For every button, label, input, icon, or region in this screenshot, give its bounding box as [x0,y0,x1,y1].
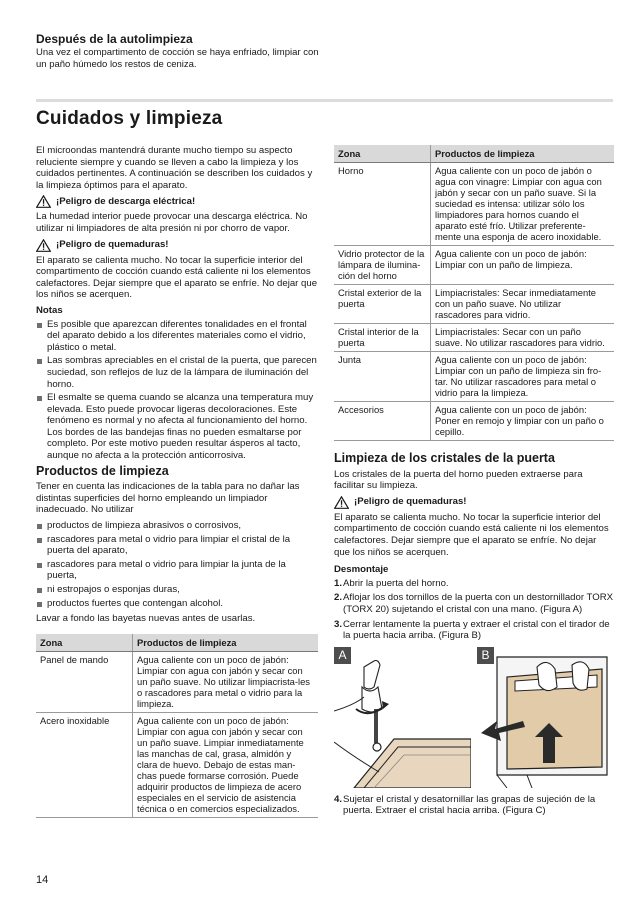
cleaning-table-left [36,634,318,818]
list-item [334,619,614,642]
products-list [36,520,318,609]
step-text: Sujetar el cristal y desatornillar las grapas de sujeción de la puerta. Extraer el cristal hacia arriba. (Figura C) [343,793,596,817]
after-clean-heading: Después de la autolimpieza [36,32,193,46]
table-row [36,651,318,712]
door-screw-illustration [334,647,471,788]
list-item [334,578,614,590]
step-text: Abrir la puerta del horno. [343,577,449,589]
list-item: El esmalte se quema cuando se alcanza una temperatura muy elevada. Esto puede provocar ligeras decoloraciones. Este fenómeno es normal y no afecta al funcionamiento del horno. Los bordes de las bandejas finas no pueden esmaltarse por completo. Por este motivo pueden resultar ásperos al tacto, aunque no afecta a la protección anticorrosiva. [36,392,318,462]
zone-cell: Accesorios [334,402,431,441]
step-number: 3. [334,618,343,630]
section-divider [36,99,613,102]
door-burn-warning-text: El aparato se calienta mucho. No tocar la superficie interior del compartimento de cocción cuando está caliente ni los elementos calefactores. Dejar siempre que el aparato se enfríe. No dejar que los niños se acerquen. [334,511,609,558]
products-cell: Limpiacristales: Secar inmediatamente con un paño suave. No utilizar rascadores para vidrio. [431,285,615,324]
products-cell: Agua caliente con un poco de jabón: Limpiar con un paño de limpieza. [431,246,615,285]
list-item: Es posible que aparezcan diferentes tonalidades en el frontal del aparato debido a los diferentes materiales como el vidrio, plástico o metal. [36,319,318,354]
table-row [334,163,614,246]
products-cell: Agua caliente con un poco de jabón: Limpiar con agua con jabón y secar con un paño suave. Limpiar inmediatamente las manchas de cal, grasa, almidón y clara de huevo. Debajo de estas man-chas puede formarse corrosión. Puede adquirir productos de limpieza de acero especiales en el servicio de asistencia técnica o en comercios especializados. [133,712,319,817]
notes-title: Notas [36,304,63,316]
zone-cell: Junta [334,352,431,402]
burn-warning-title: ¡Peligro de quemaduras! [56,239,169,251]
products-header: Productos de limpieza [133,634,319,652]
step-number: 4. [334,793,343,805]
right-column [334,145,614,820]
zone-cell: Cristal exterior de la puerta [334,285,431,324]
figure-b [477,647,614,788]
door-burn-warning [334,496,614,509]
cleaning-table-right [334,145,614,441]
list-item: rascadores para metal o vidrio para limpiar la junta de la puerta, [36,559,318,582]
table-row [36,712,318,817]
dismount-title: Desmontaje [334,564,389,576]
after-clean-text: Una vez el compartimento de cocción se haya enfriado, limpiar con un paño húmedo los restos de ceniza. [36,47,319,70]
products-intro: Tener en cuenta las indicaciones de la tabla para no dañar las distintas superficies del horno empleando un limpiador inadecuado. No utilizar [36,481,300,516]
list-item: rascadores para metal o vidrio para limpiar el cristal de la puerta del aparato, [36,534,318,557]
figure-a-label: A [334,647,351,664]
list-item: productos fuertes que contengan alcohol. [36,598,318,610]
zone-header: Zona [334,145,431,163]
figures [334,647,614,788]
warning-icon [36,239,51,252]
electric-warning-text: La humedad interior puede provocar una descarga eléctrica. No utilizar ni limpiadores de alta presión ni por chorro de vapor. [36,211,308,234]
left-column [36,145,318,818]
door-glass-illustration [477,647,614,788]
warning-icon [36,195,51,208]
door-burn-warning-title: ¡Peligro de quemaduras! [354,496,467,508]
products-cell: Agua caliente con un poco de jabón: Poner en remojo y limpiar con un paño o cepillo. [431,402,615,441]
care-heading: Cuidados y limpieza [36,108,223,129]
list-item [334,794,614,817]
step-number: 1. [334,577,343,589]
table-row [334,352,614,402]
page-number: 14 [36,874,49,886]
step-text: Cerrar lentamente la puerta y extraer el cristal con el tirador de la puerta hacia arriba. (Figura B) [343,618,610,642]
table-row [334,285,614,324]
zone-cell: Horno [334,163,431,246]
zone-cell: Acero inoxidable [36,712,133,817]
list-item: Las sombras apreciables en el cristal de la puerta, que parecen suciedad, son reflejos de luz de la lámpara de iluminación del horno. [36,355,318,390]
products-header: Productos de limpieza [431,145,615,163]
table-header-row [334,145,614,163]
table-row [334,246,614,285]
table-row [334,324,614,352]
zone-cell: Vidrio protector de la lámpara de ilumina-ción del horno [334,246,431,285]
figure-b-label: B [477,647,494,664]
list-item: productos de limpieza abrasivos o corrosivos, [36,520,318,532]
products-heading: Productos de limpieza [36,463,169,478]
figure-a [334,647,471,788]
zone-cell: Panel de mando [36,651,133,712]
products-cell: Agua caliente con un poco de jabón o agua con vinagre: Limpiar con agua con jabón y secar con un paño suave. Si la suciedad es intensa: utilizar sólo los limpiadores para hornos cuando el aparato esté frío. Utilizar preferente-mente una esponja de acero inoxidable. [431,163,615,246]
electric-warning [36,195,318,208]
zone-header: Zona [36,634,133,652]
table-row [334,402,614,441]
products-cell: Agua caliente con un poco de jabón: Limpiar con agua con jabón y secar con un paño suave. No utilizar limpiacrista-les o rascadores para metal o vidrio para la limpieza. [133,651,319,712]
dismount-steps [334,578,614,642]
list-item: ni estropajos o esponjas duras, [36,584,318,596]
notes-list [36,319,318,462]
step-number: 2. [334,592,343,604]
care-intro: El microondas mantendrá durante mucho tiempo su aspecto reluciente siempre y cuando se lleven a cabo la limpieza y los cuidados pertinentes. A continuación se describen los cuidados y la limpieza óptimos para el aparato. [36,145,313,191]
zone-cell: Cristal interior de la puerta [334,324,431,352]
burn-warning [36,239,318,252]
burn-warning-text: El aparato se calienta mucho. No tocar la superficie interior del compartimento de cocción cuando está caliente ni los elementos calefactores. Dejar siempre que el aparato se enfríe. No dejar que los niños se acerquen. [36,254,318,301]
products-cell: Limpiacristales: Secar con un paño suave. No utilizar rascadores para vidrio. [431,324,615,352]
step-text: Aflojar los dos tornillos de la puerta con un destornillador TORX (TORX 20) sujetando el cristal con una mano. (Figura A) [343,592,614,615]
products-cell: Agua caliente con un poco de jabón: Limpiar con un paño de limpieza sin fro-tar. No utilizar rascadores para metal o vidrio para la limpieza. [431,352,615,402]
dismount-step-4 [334,794,614,817]
table-header-row [36,634,318,652]
electric-warning-title: ¡Peligro de descarga eléctrica! [56,196,196,208]
warning-icon [334,496,349,509]
list-item [334,592,614,615]
products-outro: Lavar a fondo las bayetas nuevas antes de usarlas. [36,613,256,625]
door-glass-intro: Los cristales de la puerta del horno pueden extraerse para facilitar su limpieza. [334,468,583,492]
door-glass-heading: Limpieza de los cristales de la puerta [334,451,555,465]
